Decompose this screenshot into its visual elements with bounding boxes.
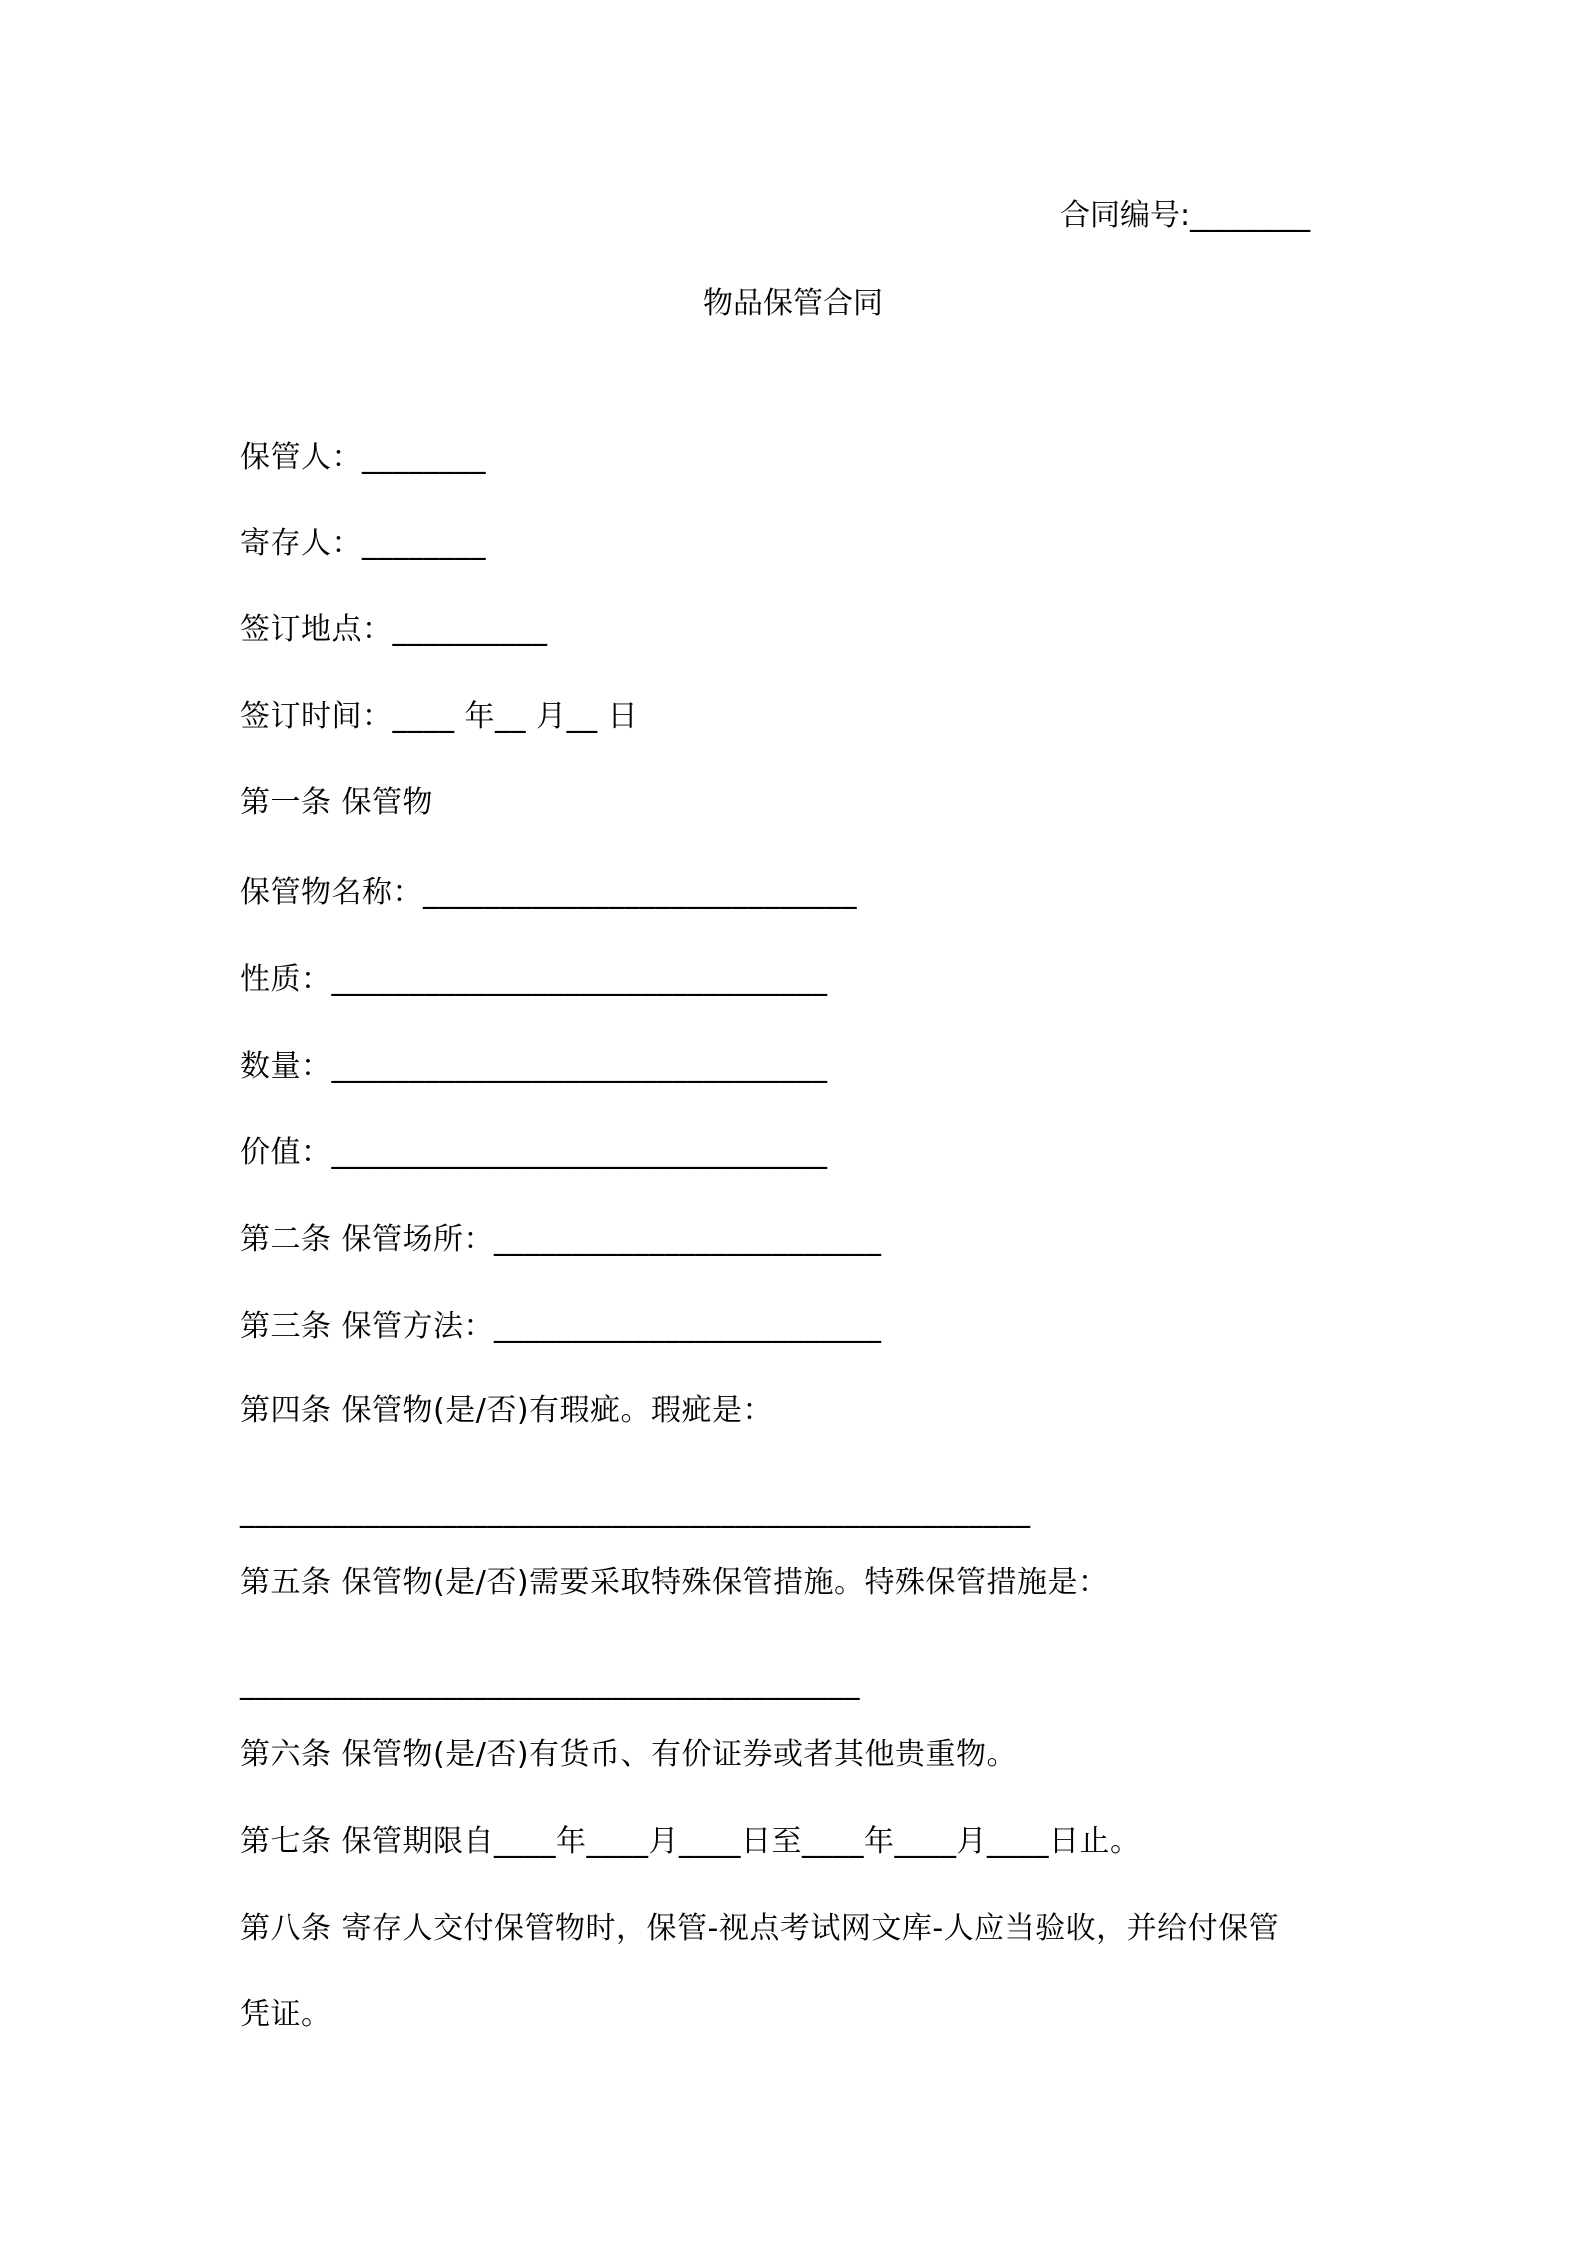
article-7: 第七条 保管期限自____年____月____日至____年____月____日止。 xyxy=(240,1824,1141,1859)
contract-number: 合同编号:________ xyxy=(1060,198,1311,233)
item-value-field: 价值：________________________________ xyxy=(240,1135,828,1170)
document-title: 物品保管合同 xyxy=(703,286,883,321)
article-8-line-2: 凭证。 xyxy=(240,1997,332,2032)
depositor-field: 寄存人：________ xyxy=(240,526,486,561)
article-2: 第二条 保管场所：_________________________ xyxy=(240,1222,882,1257)
article-4-blank: ___________________________________________________ xyxy=(240,1494,1031,1529)
article-6: 第六条 保管物(是/否)有货币、有价证券或者其他贵重物。 xyxy=(240,1737,1018,1772)
item-nature-field: 性质：________________________________ xyxy=(240,962,828,997)
signing-place-field: 签订地点：__________ xyxy=(240,612,548,647)
item-quantity-field: 数量：________________________________ xyxy=(240,1049,828,1084)
article-8-line-1: 第八条 寄存人交付保管物时，保管-视点考试网文库-人应当验收，并给付保管 xyxy=(240,1911,1280,1946)
signing-date-field: 签订时间：____ 年__ 月__ 日 xyxy=(240,699,639,734)
article-4: 第四条 保管物(是/否)有瑕疵。瑕疵是： xyxy=(240,1393,774,1428)
article-5-blank: ________________________________________ xyxy=(240,1666,860,1701)
article-3: 第三条 保管方法：_________________________ xyxy=(240,1309,882,1344)
item-name-field: 保管物名称：____________________________ xyxy=(240,875,857,910)
custodian-field: 保管人：________ xyxy=(240,440,486,475)
article-1-heading: 第一条 保管物 xyxy=(240,785,434,820)
article-5: 第五条 保管物(是/否)需要采取特殊保管措施。特殊保管措施是： xyxy=(240,1565,1109,1600)
